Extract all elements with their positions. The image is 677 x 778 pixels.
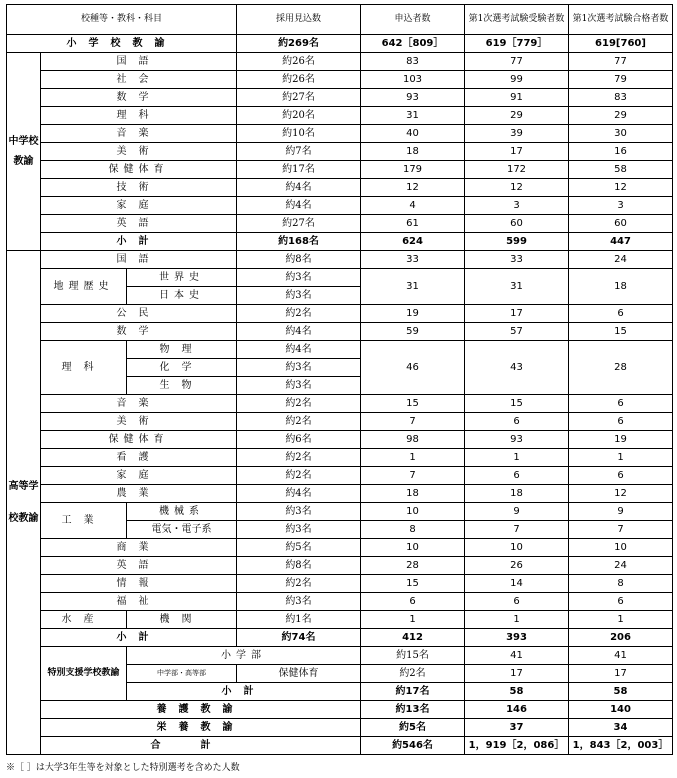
row-label: 美術 [41, 413, 237, 431]
cell-examinees: 12 [465, 179, 569, 197]
cell-planned: 約2名 [237, 413, 361, 431]
high-school-group-label: 高等学校教諭 [7, 251, 41, 755]
cell-examinees: 1 [465, 611, 569, 629]
cell-planned: 約4名 [237, 323, 361, 341]
cell-passed: 28 [569, 341, 673, 395]
cell-planned: 約3名 [237, 503, 361, 521]
row-label: 保健体育 [41, 161, 237, 179]
cell-passed: 6 [569, 413, 673, 431]
table-row [7, 179, 673, 197]
cell-passed: 15 [569, 323, 673, 341]
cell-passed: 60 [569, 215, 673, 233]
cell-passed: 8 [569, 575, 673, 593]
cell-passed: 6 [569, 395, 673, 413]
cell-applicants: 7 [361, 467, 465, 485]
row-sublabel: 機械系 [127, 503, 237, 521]
cell-passed: 206 [569, 629, 673, 647]
table-row [7, 431, 673, 449]
cell-applicants: 12 [361, 179, 465, 197]
row-sublabel: 日本史 [127, 287, 237, 305]
table-row [7, 305, 673, 323]
cell-planned: 約4名 [237, 197, 361, 215]
row-label: 看護 [41, 449, 237, 467]
row-label: 小学校教諭 [7, 35, 237, 53]
header-applicants: 申込者数 [361, 5, 465, 35]
cell-examinees: 1 [465, 449, 569, 467]
cell-applicants: 10 [361, 539, 465, 557]
row-label: 公民 [41, 305, 237, 323]
cell-planned: 約17名 [361, 683, 465, 701]
cell-applicants: 33 [361, 251, 465, 269]
cell-planned: 約3名 [237, 377, 361, 395]
cell-examinees: 77 [465, 53, 569, 71]
cell-applicants: 31 [361, 107, 465, 125]
row-label: 地理歴史 [41, 269, 127, 305]
row-label: 小計 [41, 233, 237, 251]
cell-applicants: 28 [361, 557, 465, 575]
cell-examinees: 99 [465, 71, 569, 89]
cell-applicants: 17 [465, 665, 569, 683]
cell-planned: 約2名 [237, 467, 361, 485]
row-label: 音楽 [41, 125, 237, 143]
row-label: 音楽 [41, 395, 237, 413]
cell-passed: 6 [569, 593, 673, 611]
cell-examinees: 619［779］ [465, 35, 569, 53]
cell-planned: 約8名 [237, 251, 361, 269]
row-label: 農業 [41, 485, 237, 503]
row-label: 国語 [41, 251, 237, 269]
cell-applicants: 19 [361, 305, 465, 323]
cell-examinees: 43 [465, 341, 569, 395]
row-sublabel: 保健体育 [237, 665, 361, 683]
special-support-group-label: 特別支援学校教諭 [41, 647, 127, 701]
row-label: 栄養教諭 [41, 719, 361, 737]
table-row [7, 503, 673, 521]
row-label: 家庭 [41, 467, 237, 485]
table-row [7, 71, 673, 89]
cell-examinees: 599 [465, 233, 569, 251]
table-row [7, 647, 673, 665]
cell-planned: 約27名 [237, 89, 361, 107]
cell-passed: 10 [569, 539, 673, 557]
cell-examinees: 3 [465, 197, 569, 215]
cell-examinees: 60 [465, 215, 569, 233]
cell-planned: 約8名 [237, 557, 361, 575]
row-label: 水産 [41, 611, 127, 629]
row-label: 養護教諭 [41, 701, 361, 719]
table-row [7, 53, 673, 71]
row-sublabel: 電気・電子系 [127, 521, 237, 539]
row-sublabel: 生物 [127, 377, 237, 395]
cell-applicants: 58 [465, 683, 569, 701]
cell-passed: 24 [569, 251, 673, 269]
cell-examinees: 393 [465, 629, 569, 647]
cell-planned: 約3名 [237, 521, 361, 539]
total-row [7, 737, 673, 755]
cell-examinees: 31 [465, 269, 569, 305]
cell-examinees: 39 [465, 125, 569, 143]
cell-passed: 619[760] [569, 35, 673, 53]
row-label: 家庭 [41, 197, 237, 215]
cell-examinees: 17 [465, 143, 569, 161]
cell-applicants: 8 [361, 521, 465, 539]
cell-examinees: 33 [465, 251, 569, 269]
cell-applicants: 61 [361, 215, 465, 233]
cell-planned: 約4名 [237, 341, 361, 359]
cell-planned: 約2名 [237, 395, 361, 413]
cell-planned: 約2名 [237, 305, 361, 323]
cell-planned: 約3名 [237, 593, 361, 611]
junior-high-group-label: 中学校教諭 [7, 53, 41, 251]
cell-examinees: 6 [465, 413, 569, 431]
row-label: 数学 [41, 89, 237, 107]
cell-examinees: 58 [569, 683, 673, 701]
cell-examinees: 93 [465, 431, 569, 449]
table-row [7, 269, 673, 287]
row-label: 工業 [41, 503, 127, 539]
cell-planned: 約13名 [361, 701, 465, 719]
cell-applicants: 18 [361, 143, 465, 161]
row-label: 社会 [41, 71, 237, 89]
cell-applicants: 1 [361, 611, 465, 629]
table-row [7, 107, 673, 125]
cell-planned: 約546名 [361, 737, 465, 755]
cell-planned: 約4名 [237, 485, 361, 503]
cell-examinees: 1，843［2，003］ [569, 737, 673, 755]
row-label: 情報 [41, 575, 237, 593]
table-row [7, 611, 673, 629]
table-row [7, 197, 673, 215]
cell-applicants: 624 [361, 233, 465, 251]
table-row [7, 341, 673, 359]
row-label: 福祉 [41, 593, 237, 611]
cell-applicants: 1，919［2，086］ [465, 737, 569, 755]
cell-examinees: 14 [465, 575, 569, 593]
cell-examinees: 18 [465, 485, 569, 503]
table-row [7, 323, 673, 341]
cell-passed: 18 [569, 269, 673, 305]
row-label: 国語 [41, 53, 237, 71]
cell-applicants: 46 [361, 341, 465, 395]
cell-applicants: 15 [361, 575, 465, 593]
header-category: 校種等・教科・科目 [7, 5, 237, 35]
cell-examinees: 26 [465, 557, 569, 575]
cell-applicants: 1 [361, 449, 465, 467]
table-row [7, 125, 673, 143]
cell-passed: 79 [569, 71, 673, 89]
cell-examinees: 172 [465, 161, 569, 179]
cell-passed: 6 [569, 467, 673, 485]
table-row [7, 557, 673, 575]
cell-examinees: 41 [569, 647, 673, 665]
cell-planned: 約17名 [237, 161, 361, 179]
cell-planned: 約1名 [237, 611, 361, 629]
cell-passed: 12 [569, 485, 673, 503]
cell-passed: 7 [569, 521, 673, 539]
cell-passed: 1 [569, 611, 673, 629]
table-row [7, 413, 673, 431]
cell-applicants: 98 [361, 431, 465, 449]
table-row [7, 395, 673, 413]
cell-planned: 約2名 [237, 575, 361, 593]
row-label: 小計 [127, 683, 361, 701]
cell-passed: 447 [569, 233, 673, 251]
cell-planned: 約26名 [237, 71, 361, 89]
cell-examinees: 34 [569, 719, 673, 737]
header-passed: 第1次選考試験合格者数 [569, 5, 673, 35]
cell-examinees: 7 [465, 521, 569, 539]
cell-applicants: 6 [361, 593, 465, 611]
cell-planned: 約10名 [237, 125, 361, 143]
cell-applicants: 412 [361, 629, 465, 647]
cell-planned: 約5名 [361, 719, 465, 737]
cell-examinees: 140 [569, 701, 673, 719]
table-row [7, 467, 673, 485]
cell-applicants: 31 [361, 269, 465, 305]
row-sublabel: 物理 [127, 341, 237, 359]
cell-passed: 24 [569, 557, 673, 575]
cell-applicants: 41 [465, 647, 569, 665]
header-examinees: 第1次選考試験受験者数 [465, 5, 569, 35]
cell-passed: 77 [569, 53, 673, 71]
cell-applicants: 93 [361, 89, 465, 107]
cell-applicants: 37 [465, 719, 569, 737]
row-label: 英語 [41, 557, 237, 575]
table-row [7, 143, 673, 161]
table-row [7, 161, 673, 179]
cell-passed: 30 [569, 125, 673, 143]
cell-examinees: 6 [465, 593, 569, 611]
cell-passed: 9 [569, 503, 673, 521]
high-school-subtotal-row [7, 629, 673, 647]
cell-planned: 約74名 [237, 629, 361, 647]
row-sublabel: 機関 [127, 611, 237, 629]
row-label: 商業 [41, 539, 237, 557]
row-label: 理科 [41, 341, 127, 395]
cell-examinees: 6 [465, 467, 569, 485]
cell-passed: 29 [569, 107, 673, 125]
row-label: 技術 [41, 179, 237, 197]
header-planned: 採用見込数 [237, 5, 361, 35]
cell-applicants: 83 [361, 53, 465, 71]
cell-applicants: 59 [361, 323, 465, 341]
table-row [7, 575, 673, 593]
cell-applicants: 642［809］ [361, 35, 465, 53]
table-row [7, 251, 673, 269]
row-label: 合計 [41, 737, 361, 755]
cell-examinees: 29 [465, 107, 569, 125]
cell-applicants: 7 [361, 413, 465, 431]
cell-examinees: 57 [465, 323, 569, 341]
cell-passed: 12 [569, 179, 673, 197]
row-label: 中学部・高等部 [127, 665, 237, 683]
eiyo-row [7, 719, 673, 737]
cell-planned: 約3名 [237, 269, 361, 287]
cell-passed: 1 [569, 449, 673, 467]
cell-applicants: 15 [361, 395, 465, 413]
cell-planned: 約6名 [237, 431, 361, 449]
row-label: 小計 [41, 629, 237, 647]
exam-stats-table [6, 4, 673, 755]
row-label: 理科 [41, 107, 237, 125]
cell-planned: 約20名 [237, 107, 361, 125]
cell-applicants: 10 [361, 503, 465, 521]
cell-applicants: 179 [361, 161, 465, 179]
cell-passed: 83 [569, 89, 673, 107]
cell-examinees: 15 [465, 395, 569, 413]
row-sublabel: 化学 [127, 359, 237, 377]
cell-planned: 約27名 [237, 215, 361, 233]
row-label: 保健体育 [41, 431, 237, 449]
cell-examinees: 91 [465, 89, 569, 107]
cell-planned: 約3名 [237, 287, 361, 305]
table-row [7, 89, 673, 107]
table-row [7, 449, 673, 467]
cell-planned: 約2名 [237, 449, 361, 467]
row-label: 美術 [41, 143, 237, 161]
footnote: ※［ ］は大学3年生等を対象とした特別選考を含めた人数 [6, 763, 240, 773]
elementary-row [7, 35, 673, 53]
junior-high-subtotal-row [7, 233, 673, 251]
table-row [7, 485, 673, 503]
cell-applicants: 40 [361, 125, 465, 143]
cell-applicants: 18 [361, 485, 465, 503]
cell-passed: 6 [569, 305, 673, 323]
cell-planned: 約2名 [361, 665, 465, 683]
row-sublabel: 世界史 [127, 269, 237, 287]
cell-planned: 約7名 [237, 143, 361, 161]
cell-examinees: 17 [465, 305, 569, 323]
cell-planned: 約168名 [237, 233, 361, 251]
cell-passed: 19 [569, 431, 673, 449]
cell-planned: 約269名 [237, 35, 361, 53]
header-row [7, 5, 673, 35]
row-label: 数学 [41, 323, 237, 341]
cell-passed: 16 [569, 143, 673, 161]
cell-examinees: 17 [569, 665, 673, 683]
cell-passed: 58 [569, 161, 673, 179]
cell-planned: 約26名 [237, 53, 361, 71]
table-row [7, 593, 673, 611]
cell-planned: 約4名 [237, 179, 361, 197]
cell-applicants: 4 [361, 197, 465, 215]
cell-examinees: 9 [465, 503, 569, 521]
cell-examinees: 10 [465, 539, 569, 557]
row-label: 英語 [41, 215, 237, 233]
row-label: 小学部 [127, 647, 361, 665]
cell-applicants: 103 [361, 71, 465, 89]
cell-planned: 約5名 [237, 539, 361, 557]
table-row [7, 539, 673, 557]
cell-planned: 約15名 [361, 647, 465, 665]
cell-planned: 約3名 [237, 359, 361, 377]
table-row [7, 215, 673, 233]
cell-applicants: 146 [465, 701, 569, 719]
cell-passed: 3 [569, 197, 673, 215]
yogo-row [7, 701, 673, 719]
